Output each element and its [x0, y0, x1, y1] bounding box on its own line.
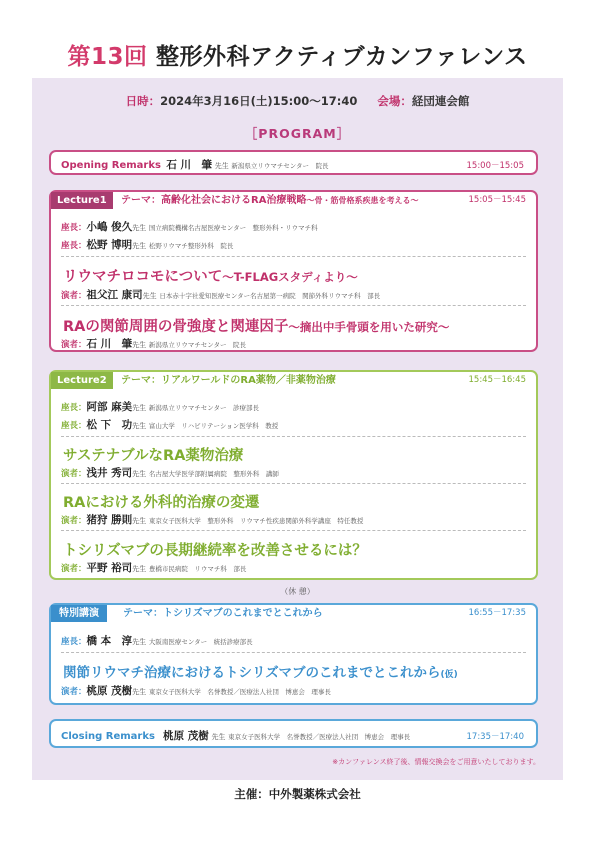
talk-title: RAの関節周囲の骨強度と関連因子: [63, 319, 289, 335]
chair-role: 座長：: [61, 241, 87, 251]
chair-role: 座長：: [61, 421, 87, 431]
chair-honorific: 先生: [132, 422, 147, 430]
lecture1-time: 15:05－15:45: [468, 195, 526, 205]
venue-value: 経団連会館: [411, 94, 470, 108]
lecture1-box: [49, 190, 538, 352]
chair-name: 橋 本 淳: [86, 635, 133, 647]
chair-affiliation: 松野リウマチ整形外科 院長: [148, 242, 234, 250]
opening-remarks-box: [49, 150, 538, 175]
lecture2-time: 15:45－16:45: [468, 375, 526, 385]
lecture1-theme: [121, 192, 418, 209]
chair-honorific: 先生: [132, 242, 147, 250]
lecture2-header: [51, 372, 536, 389]
lecture2-box: [49, 370, 538, 580]
special-lecture-box: [49, 603, 538, 705]
lecture2-talk-2-speaker: [61, 512, 363, 527]
special-speaker: [61, 683, 331, 698]
lecture1-talk-1-title: [63, 265, 358, 286]
lecture1-header: [51, 192, 536, 209]
divider: [61, 256, 526, 257]
page-title: [0, 38, 595, 71]
opening-honorific: 先生: [214, 162, 229, 170]
talk-suffix: (仮): [440, 670, 458, 680]
talk-title: リウマチロコモについて: [63, 269, 223, 285]
chair-name: 阿部 麻美: [86, 401, 133, 413]
speaker-role: 演者：: [61, 469, 87, 479]
speaker-honorific: 先生: [142, 292, 157, 300]
lecture1-talk-1-speaker: [61, 287, 380, 302]
chair-name: 松野 博明: [86, 239, 133, 251]
chair-role: 座長：: [61, 223, 87, 233]
lecture2-label: Lecture2: [51, 372, 113, 389]
lecture2-talk-3-title: トシリズマブの長期継続率を改善させるには？: [63, 543, 367, 559]
speaker-affiliation: 新潟県立リウマチセンター 院長: [148, 341, 246, 349]
special-talk-title: [63, 661, 458, 681]
chair-honorific: 先生: [132, 404, 147, 412]
date-venue-line: [32, 93, 563, 109]
speaker-honorific: 先生: [132, 517, 147, 525]
break-label: （休 憩）: [280, 587, 315, 596]
speaker-honorific: 先生: [132, 470, 147, 478]
speaker-role: 演者：: [61, 564, 87, 574]
lecture1-theme-sub: ～骨・筋骨格系疾患を考える～: [306, 196, 419, 205]
speaker-name: 桃原 茂樹: [86, 685, 133, 697]
footnote: ※カンファレンス終了後、情報交換会をご用意いたしております。: [332, 758, 540, 766]
lecture1-talk-2-speaker: [61, 336, 246, 351]
closing-name: 桃原 茂樹: [163, 730, 209, 742]
speaker-affiliation: 東京女子医科大学 名誉教授／医療法人社団 博恵会 理事長: [148, 688, 331, 696]
chair-role: 座長：: [61, 403, 87, 413]
speaker-affiliation: 名古屋大学医学部附属病院 整形外科 講師: [148, 470, 279, 478]
special-chair: [61, 633, 253, 648]
title-main: 整形外科アクティブカンファレンス: [156, 44, 528, 70]
talk-subtitle: ～摘出中手骨頭を用いた研究～: [288, 320, 450, 334]
chair-affiliation: 富山大学 リハビリテーション医学科 教授: [148, 422, 279, 430]
talk-title: 関節リウマチ治療におけるトシリズマブのこれまでとこれから: [63, 665, 441, 681]
lecture2-talk-1-title: サステナブルなRA薬物治療: [63, 448, 244, 464]
closing-time: 17:35－17:40: [466, 732, 524, 742]
closing-remarks-box: [49, 719, 538, 748]
speaker-affiliation: 東京女子医科大学 整形外科 リウマチ性疾患関節外科学講座 特任教授: [148, 517, 364, 525]
opening-name: 石 川 肇: [166, 159, 212, 171]
divider: [61, 652, 526, 653]
lecture2-chair-2: [61, 417, 278, 432]
divider: [61, 436, 526, 437]
opening-label: Opening Remarks: [61, 160, 161, 171]
speaker-role: 演者：: [61, 340, 87, 350]
speaker-role: 演者：: [61, 291, 87, 301]
speaker-name: 祖父江 康司: [86, 289, 143, 301]
special-label: 特別講演: [51, 605, 107, 622]
lecture2-chair-1: [61, 399, 259, 414]
chair-honorific: 先生: [132, 224, 147, 232]
divider: [61, 530, 526, 531]
sponsor: 主催：中外製薬株式会社: [234, 787, 361, 801]
chair-name: 小嶋 俊久: [86, 221, 133, 233]
chair-name: 松 下 功: [86, 419, 133, 431]
speaker-name: 猪狩 勝則: [86, 514, 133, 526]
chair-affiliation: 大阪南医療センター 統括診療部長: [148, 638, 253, 646]
title-prefix: 第: [67, 44, 91, 70]
divider: [61, 483, 526, 484]
talk-subtitle: ～T-FLAGスタディより～: [222, 270, 358, 284]
speaker-role: 演者：: [61, 687, 87, 697]
opening-time: 15:00－15:05: [466, 161, 524, 171]
lecture2-talk-3-speaker: [61, 560, 246, 575]
closing-label: Closing Remarks: [61, 731, 155, 742]
speaker-affiliation: 日本赤十字社愛知医療センター名古屋第一病院 関節外科リウマチ科 部長: [159, 292, 381, 300]
title-mid: 回: [123, 44, 148, 70]
lecture1-chair-2: [61, 237, 233, 252]
lecture1-chair-1: [61, 219, 318, 234]
speaker-name: 石 川 肇: [86, 338, 133, 350]
date-label: 日時：: [125, 94, 161, 108]
venue-label: 会場：: [377, 94, 412, 108]
lecture1-label: Lecture1: [51, 192, 113, 209]
title-number: 13: [90, 44, 124, 70]
lecture2-theme: テーマ：リアルワールドのRA薬物／非薬物治療: [121, 375, 336, 386]
divider: [61, 305, 526, 306]
closing-honorific: 先生: [211, 733, 226, 741]
lecture2-talk-1-speaker: [61, 465, 279, 480]
speaker-role: 演者：: [61, 516, 87, 526]
chair-affiliation: 新潟県立リウマチセンター 診療部長: [148, 404, 259, 412]
speaker-honorific: 先生: [132, 341, 147, 349]
speaker-name: 浅井 秀司: [86, 467, 133, 479]
program-heading: ［PROGRAM］: [244, 126, 351, 141]
speaker-name: 平野 裕司: [86, 562, 133, 574]
special-theme: テーマ：トシリズマブのこれまでとこれから: [123, 608, 323, 619]
special-header: [51, 605, 536, 622]
lecture1-talk-2-title: [63, 315, 449, 336]
special-time: 16:55－17:35: [468, 608, 526, 618]
speaker-honorific: 先生: [132, 688, 147, 696]
opening-affiliation: 新潟県立リウマチセンター 院長: [231, 162, 329, 170]
date-value: 2024年3月16日(土)15:00～17:40: [160, 94, 358, 108]
chair-role: 座長：: [61, 637, 87, 647]
lecture2-talk-2-title: RAにおける外科的治療の変遷: [63, 495, 260, 511]
speaker-affiliation: 豊橋市民病院 リウマチ科 部長: [148, 565, 247, 573]
chair-honorific: 先生: [132, 638, 147, 646]
closing-affiliation: 東京女子医科大学 名誉教授／医療法人社団 博恵会 理事長: [228, 733, 411, 741]
chair-affiliation: 国立病院機構名古屋医療センター 整形外科・リウマチ科: [148, 224, 318, 232]
speaker-honorific: 先生: [132, 565, 147, 573]
lecture1-theme-text: テーマ：高齢化社会におけるRA治療戦略: [121, 195, 307, 206]
